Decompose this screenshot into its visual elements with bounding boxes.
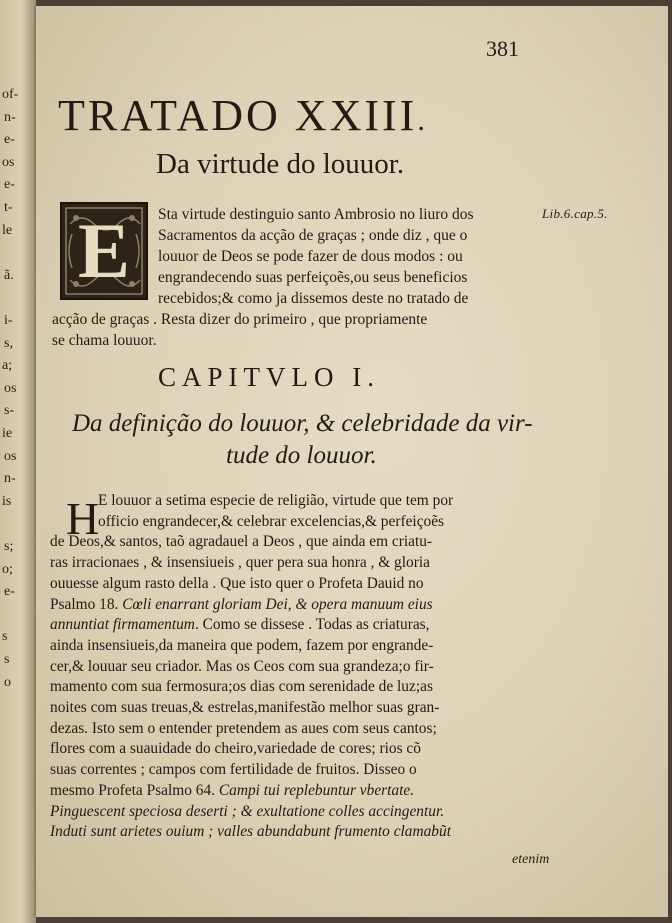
body-text-segment: ras irracionaes , & insensiueis , quer pera sua honra , & gloria bbox=[50, 554, 430, 572]
initial-letter: E bbox=[77, 207, 131, 294]
facing-page-fragment: n- bbox=[4, 109, 16, 125]
latin-quote: Campi tui replebuntur vbertate. bbox=[215, 781, 415, 799]
book-page bbox=[34, 6, 668, 917]
body-line bbox=[50, 720, 437, 738]
facing-page-fragment: t- bbox=[4, 200, 13, 215]
facing-page-fragment: os bbox=[4, 380, 17, 396]
body-line bbox=[50, 637, 433, 655]
treatise-title-dot: . bbox=[417, 104, 428, 137]
facing-page-fragment: e- bbox=[4, 132, 15, 148]
body-text-segment: de Deos,& santos, taõ agradauel a Deos , que ainda em criatu- bbox=[50, 533, 433, 551]
body-text-segment: officio engrandecer,& celebrar excelencias,& perfeiçoẽs bbox=[98, 512, 445, 530]
treatise-title bbox=[58, 90, 428, 141]
body-text-segment: ainda insensiueis,da maneira que podem, fazem por engrande- bbox=[50, 636, 434, 654]
chapter-heading: CAPITVLO I. bbox=[158, 362, 380, 392]
facing-page-fragment: e- bbox=[4, 584, 15, 600]
intro-line: Sta virtude destinguio santo Ambrosio no liuro dos bbox=[158, 206, 474, 223]
body-line bbox=[50, 761, 417, 779]
facing-page-fragment: ã. bbox=[4, 267, 14, 283]
body-line bbox=[98, 492, 453, 510]
body-text-segment: cer,& louuar seu criador. Mas os Ceos com sua grandeza;o fir- bbox=[50, 657, 434, 675]
facing-page-fragment: o bbox=[4, 674, 11, 690]
catchword: etenim bbox=[512, 852, 550, 867]
body-line bbox=[98, 513, 444, 531]
body-line bbox=[50, 658, 434, 676]
body-text-segment: ouuesse algum rasto della . Que isto quer o Profeta Dauid no bbox=[50, 574, 424, 592]
facing-page-fragment: le bbox=[2, 222, 13, 238]
intro-line: acção de graças . Resta dizer do primeiro , que propriamente bbox=[52, 311, 428, 328]
body-line bbox=[50, 678, 433, 696]
facing-page-fragment: os bbox=[4, 448, 17, 464]
chapter-title-line: tude do louuor. bbox=[226, 442, 377, 469]
body-text-segment: mamento com sua fermosura;os dias com serenidade de luz;as bbox=[50, 678, 433, 696]
body-text-segment: flores com a suauidade do cheiro,variedade de cores; rios cõ bbox=[50, 740, 421, 758]
intro-line: se chama louuor. bbox=[52, 332, 157, 349]
body-line bbox=[50, 782, 414, 800]
facing-page-fragment: n- bbox=[4, 471, 16, 487]
body-text-segment: mesmo Profeta Psalmo 64. bbox=[50, 781, 216, 799]
facing-page-fragment: s; bbox=[4, 539, 14, 554]
latin-quote: Cœli enarrant gloriam Dei, & opera manuum eius bbox=[118, 595, 433, 613]
body-text-segment: Psalmo 18. bbox=[50, 595, 119, 613]
body-line bbox=[50, 616, 430, 634]
body-line bbox=[50, 575, 424, 593]
body-text-segment: dezas. Isto sem o entender pretendem as aues com seus cantos; bbox=[50, 719, 437, 737]
facing-page-fragment: s bbox=[2, 629, 8, 645]
body-text-segment: noites com suas treuas,& estrelas,manifestão melhor suas gran- bbox=[50, 699, 440, 716]
facing-page-fragment: a; bbox=[2, 358, 13, 374]
intro-line: Sacramentos da acção de graças ; onde diz , que o bbox=[158, 227, 468, 244]
intro-line: engrandecendo suas perfeiçoẽs,ou seus beneficios bbox=[158, 269, 468, 286]
intro-line: louuor de Deos se pode fazer de dous modos : ou bbox=[158, 248, 463, 265]
treatise-title-text: TRATADO XXIII bbox=[58, 91, 418, 140]
chapter-title-line: Da definição do louuor, & celebridade da vir- bbox=[72, 410, 533, 437]
facing-page-fragment: s, bbox=[4, 335, 13, 351]
intro-line: recebidos;& como ja dissemos deste no tratado de bbox=[158, 290, 469, 307]
body-line bbox=[50, 699, 439, 717]
decorated-initial bbox=[60, 202, 148, 300]
treatise-subtitle: Da virtude do louuor. bbox=[156, 148, 405, 180]
facing-page-fragment: s- bbox=[4, 403, 15, 419]
facing-page-fragment: s bbox=[4, 652, 10, 667]
facing-page-fragment: ie bbox=[2, 426, 13, 441]
facing-page-fragment: of- bbox=[2, 87, 19, 102]
body-line bbox=[50, 823, 451, 841]
drop-cap: H bbox=[66, 493, 100, 544]
facing-page-fragment: is bbox=[2, 493, 12, 509]
body-line bbox=[50, 533, 432, 551]
facing-page-fragment: i- bbox=[4, 313, 13, 328]
facing-page-edge bbox=[0, 0, 36, 923]
body-text-segment: suas correntes ; campos com fertilidade de fruitos. Disseo o bbox=[50, 761, 417, 779]
page-number: 381 bbox=[486, 36, 519, 61]
body-line bbox=[50, 740, 421, 758]
body-line bbox=[50, 803, 444, 821]
facing-page-fragment: o; bbox=[2, 561, 13, 577]
body-text-segment: . Como se dissese . Todas as criaturas, bbox=[194, 616, 430, 634]
facing-page-fragment: os bbox=[2, 154, 15, 170]
body-line bbox=[50, 554, 430, 572]
facing-page-fragment: e- bbox=[4, 177, 15, 193]
latin-quote: Pinguescent speciosa deserti ; & exultatione colles accingentur. bbox=[50, 802, 445, 820]
body-line bbox=[50, 596, 433, 614]
body-text-segment: E louuor a setima especie de religião, virtude que tem por bbox=[98, 492, 454, 509]
latin-quote: annuntiat firmamentum bbox=[50, 616, 195, 634]
latin-quote: Induti sunt arietes ouium ; valles abundabunt frumento clamabũt bbox=[50, 823, 451, 841]
margin-note: Lib.6.cap.5. bbox=[542, 206, 608, 221]
